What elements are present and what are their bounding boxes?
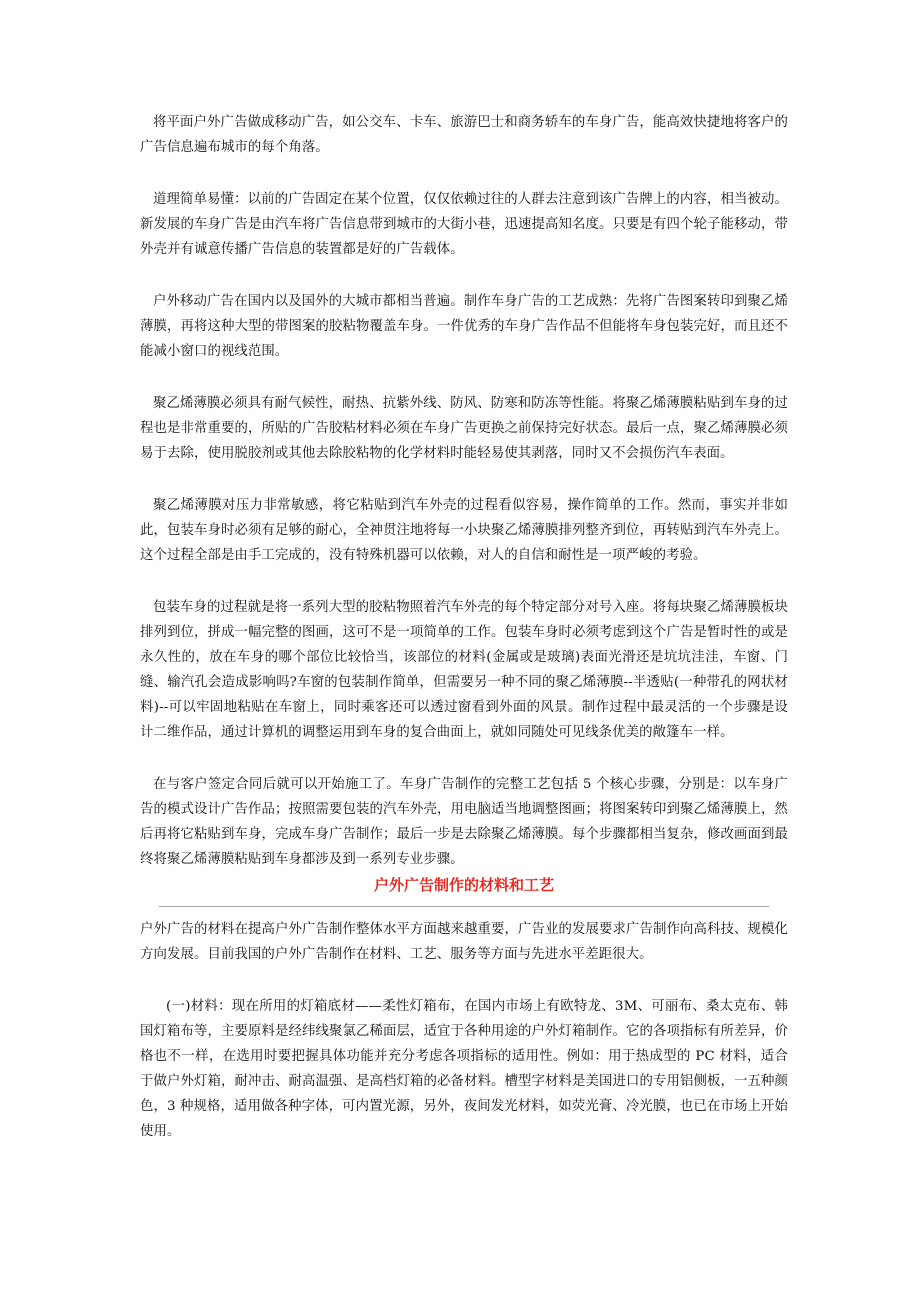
paragraph-wrapping-process: 包装车身的过程就是将一系列大型的胶粘物照着汽车外壳的每个特定部分对号入座。将每块聚乙烯薄膜板块排列到位，拼成一幅完整的图画，这可不是一项简单的工作。包装车身时必须考虑到这个广告是暂时性的或是永久性的，放在车身的哪个部位比较恰当，该部位的材料(金属或是玻璃)表面光滑还是坑坑洼洼，车窗、门缝、输汽孔会造成影响吗?车窗的包装制作简单，但需要另一种不同的聚乙烯薄膜--半透贴(一种带孔的网状材料)--可以牢固地粘贴在车窗上，同时乘客还可以透过窗看到外面的风景。制作过程中最灵活的一个步骤是设计二维作品，通过计算机的调整运用到车身的复合曲面上，就如同随处可见线条优美的敞篷车一样。 xyxy=(140,600,788,740)
section-divider xyxy=(159,906,769,907)
paragraph-outdoor-mobile: 户外移动广告在国内以及国外的大城市都相当普遍。制作车身广告的工艺成熟：先将广告图案转印到聚乙烯薄膜，再将这种大型的带图案的胶粘物覆盖车身。一件优秀的车身广告作品不但能将车身包装完好，而且还不能减小窗口的视线范围。 xyxy=(140,294,788,359)
paragraph-materials: (一)材料：现在所用的灯箱底材——柔性灯箱布，在国内市场上有欧特龙、3M、可丽布、桑太克布、韩国灯箱布等，主要原料是经纬线聚氯乙稀面层，适宜于各种用途的户外灯箱制作。它的各项指标有所差异，价格也不一样，在选用时要把握具体功能并充分考虑各项指标的适用性。例如：用于热成型的 PC 材料，适合于做户外灯箱，耐冲击、耐高温强、是高档灯箱的必备材料。槽型字材料是美国进口的专用铝侧板，一五种颜色，3 种规格，适用做各种字体，可内置光源，另外，夜间发光材料，如荧光膏、冷光膜，也已在市场上开始使用。 xyxy=(140,999,788,1139)
paragraph-simple-reasoning: 道理简单易懂：以前的广告固定在某个位置，仅仅依赖过往的人群去注意到该广告牌上的内容，相当被动。新发展的车身广告是由汽车将广告信息带到城市的大街小巷，迅速提高知名度。只要是有四个轮子能移动，带外壳并有诚意传播广告信息的装置都是好的广告载体。 xyxy=(140,192,788,257)
paragraph-materials-intro: 户外广告的材料在提高户外广告制作整体水平方面越来越重要，广告业的发展要求广告制作向高科技、规模化方向发展。目前我国的户外广告制作在材料、工艺、服务等方面与先进水平差距很大。 xyxy=(140,922,788,962)
paragraph-construction-steps: 在与客户签定合同后就可以开始施工了。车身广告制作的完整工艺包括 5 个核心步骤，分别是：以车身广告的模式设计广告作品；按照需要包装的汽车外壳，用电脑适当地调整图画；将图案转印到聚乙烯薄膜上，然后再将它粘贴到车身，完成车身广告制作；最后一步是去除聚乙烯薄膜。每个步骤都相当复杂，修改画面到最终将聚乙烯薄膜粘贴到车身都涉及到一系列专业步骤。 xyxy=(140,777,788,867)
document-body xyxy=(140,110,788,1171)
section-title: 户外广告制作的材料和工艺 xyxy=(373,876,554,894)
paragraph-pressure-sensitive: 聚乙烯薄膜对压力非常敏感，将它粘贴到汽车外壳的过程看似容易，操作简单的工作。然而，事实并非如此，包装车身时必须有足够的耐心，全神贯注地将每一小块聚乙烯薄膜排列整齐到位，再转贴到汽车外壳上。这个过程全部是由手工完成的，没有特殊机器可以依赖，对人的自信和耐性是一项严峻的考验。 xyxy=(140,498,788,563)
paragraph-mobile-ads: 将平面户外广告做成移动广告，如公交车、卡车、旅游巴士和商务轿车的车身广告，能高效快捷地将客户的广告信息遍布城市的每个角落。 xyxy=(140,115,788,155)
paragraph-film-properties: 聚乙烯薄膜必须具有耐气候性，耐热、抗紫外线、防风、防寒和防冻等性能。将聚乙烯薄膜粘贴到车身的过程也是非常重要的，所贴的广告胶粘材料必须在车身广告更换之前保持完好状态。最后一点，聚乙烯薄膜必须易于去除，使用脱胶剂或其他去除胶粘物的化学材料时能轻易使其剥落，同时又不会损伤汽车表面。 xyxy=(140,396,788,461)
